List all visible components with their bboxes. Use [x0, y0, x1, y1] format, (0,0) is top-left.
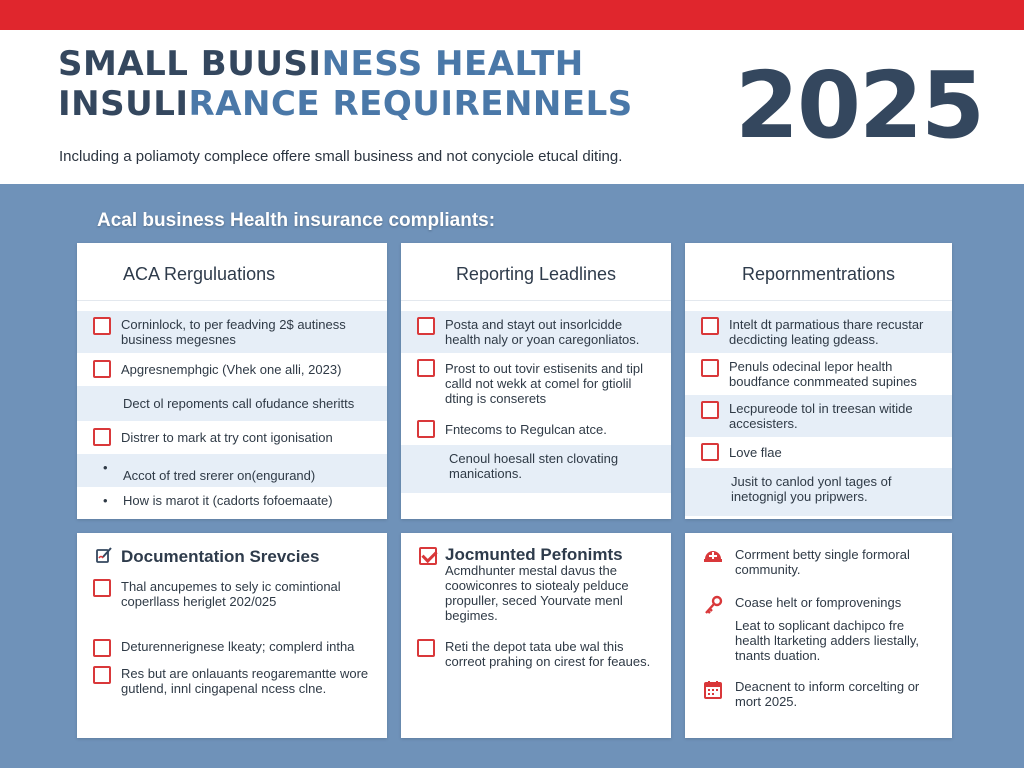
title-line-1-dark: SMALL BUUSI — [58, 44, 322, 84]
checkbox-icon[interactable] — [701, 443, 719, 461]
list-item — [77, 386, 387, 421]
document-pen-icon — [93, 545, 115, 567]
title-line-2 — [58, 84, 678, 124]
title-line-1-accent: NESS HEALTH — [321, 44, 584, 84]
card-title: ACA Rerguluations — [77, 243, 387, 301]
checklist-item[interactable] — [401, 633, 671, 675]
item-text: Dect ol repoments call ofudance sheritts — [123, 396, 355, 411]
checkbox-icon[interactable] — [417, 420, 435, 438]
checklist-item[interactable] — [77, 579, 387, 615]
checkbox-icon[interactable] — [701, 317, 719, 335]
checkbox-icon[interactable] — [93, 428, 111, 446]
title-line-2-dark: INSULI — [58, 84, 189, 124]
item-text: Deturennerignese lkeaty; complerd intha — [121, 639, 355, 654]
key-icon — [701, 595, 725, 619]
card-header — [401, 533, 671, 563]
item-text: Intelt dt parmatious thare recustar decdicting leating gdeass. — [729, 317, 924, 347]
checklist-item[interactable] — [77, 633, 387, 660]
checklist-item[interactable] — [685, 395, 952, 437]
checkbox-icon[interactable] — [93, 579, 111, 597]
red-badge-icon — [701, 547, 725, 571]
section-heading: Acal business Health insurance compliants: — [97, 210, 496, 231]
checklist-item[interactable] — [77, 353, 387, 386]
checklist-item[interactable] — [401, 311, 671, 353]
bullet-item — [77, 487, 387, 514]
feature-text: Corrment betty single formoral community. — [735, 547, 910, 577]
checklist-item[interactable] — [77, 311, 387, 353]
checkbox-icon[interactable] — [417, 359, 435, 377]
checkbox-icon[interactable] — [701, 401, 719, 419]
checkbox-icon[interactable] — [93, 317, 111, 335]
item-text: Jusit to canlod yonl tages of inetognigl you pripwers. — [731, 474, 892, 504]
card-documented-requirements — [401, 533, 671, 738]
page-title — [58, 44, 678, 124]
year-label: 2025 — [735, 52, 984, 159]
card-header — [77, 533, 387, 579]
card-reporting-deadlines — [401, 243, 671, 519]
item-text: Lecpureode tol in treesan witide accesisters. — [729, 401, 913, 431]
item-text: Apgresnemphgic (Vhek one alli, 2023) — [121, 362, 342, 377]
calendar-icon — [701, 679, 725, 703]
card-documentation-services — [77, 533, 387, 738]
item-text: Distrer to mark at try cont igonisation — [121, 430, 333, 445]
checklist-item[interactable] — [77, 660, 387, 702]
item-text: Corninlock, to per feadving 2$ autiness business megesnes — [121, 317, 346, 347]
feature-item — [685, 618, 952, 663]
card-title: Jocmunted Pefonimts — [445, 545, 623, 564]
list-item — [685, 468, 952, 516]
item-text: How is marot it (cadorts fofoemaate) — [123, 493, 333, 508]
item-text: Penuls odecinal lepor health boudfance conmmeated supines — [729, 359, 917, 389]
item-text: Posta and stayt out insorlcidde health naly or yoan caregonliatos. — [445, 317, 640, 347]
card-additional-items — [685, 533, 952, 738]
checkbox-icon[interactable] — [417, 639, 435, 657]
checklist-item[interactable] — [685, 311, 952, 353]
item-text: Thal ancupemes to sely ic comintional coperllass heriglet 202/025 — [121, 579, 341, 609]
card-title: Documentation Srevcies — [121, 547, 320, 566]
title-line-1 — [58, 44, 678, 84]
top-accent-bar — [0, 0, 1024, 30]
card-title: Repornmentrations — [685, 243, 952, 301]
list-item — [401, 563, 671, 629]
item-text: Reti the depot tata ube wal this correot prahing on cirest for feaues. — [445, 639, 651, 669]
feature-item — [685, 595, 952, 610]
checklist-item[interactable] — [401, 353, 671, 414]
item-text: Cenoul hoesall sten clovating manications. — [449, 451, 619, 481]
feature-item — [685, 679, 952, 709]
checklist-item[interactable] — [685, 353, 952, 395]
item-text: Res but are onlauants reogaremantte wore gutlend, innl cingapenal ncess clne. — [121, 666, 369, 696]
item-text: Accot of tred srerer on(engurand) — [123, 468, 316, 483]
checklist-item[interactable] — [685, 437, 952, 468]
item-text: Prost to out tovir estisenits and tipl calld not wekk at comel for gtiolil dting is conserets — [445, 361, 643, 406]
checkbox-icon[interactable] — [93, 666, 111, 684]
feature-text: Leat to soplicant dachipco fre health ltarketing adders liestally, tnants duation. — [735, 618, 920, 663]
feature-item — [685, 547, 952, 577]
item-text: Love flae — [729, 445, 782, 460]
bullet-item — [77, 454, 387, 487]
feature-text: Coase helt or fomprovenings — [735, 595, 902, 610]
feature-text: Deacnent to inform corcelting or mort 2025. — [735, 679, 920, 709]
title-line-2-accent: RANCE REQUIRENNELS — [188, 84, 633, 124]
card-title: Reporting Leadlines — [401, 243, 671, 301]
checkbox-icon[interactable] — [93, 360, 111, 378]
subtitle: Including a poliamoty complece offere small business and not conyciole etucal diting. — [59, 148, 623, 165]
checkbox-icon[interactable] — [417, 317, 435, 335]
checklist-item[interactable] — [401, 414, 671, 445]
list-item — [401, 445, 671, 493]
card-requirements — [685, 243, 952, 519]
item-text: Fntecoms to Regulcan atce. — [445, 422, 607, 437]
checkbox-icon[interactable] — [701, 359, 719, 377]
checkbox-icon[interactable] — [93, 639, 111, 657]
card-aca-regulations — [77, 243, 387, 519]
item-text: Acmdhunter mestal davus the coowiconres to siotealy pelduce propuller, seced Yourvate menl begimes. — [445, 563, 629, 623]
checklist-item[interactable] — [77, 421, 387, 454]
